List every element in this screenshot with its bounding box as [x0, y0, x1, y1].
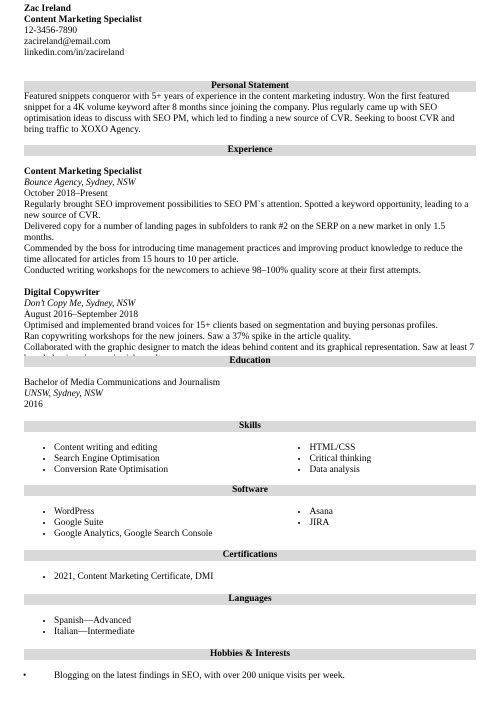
hobbies-section [24, 649, 476, 682]
graduation-year: 2016 [24, 400, 43, 410]
job-line: Commended by the boss for introducing time management practices and improving product knowledge to reduce the time allocated for articles from 15 hours to 10 per article. [24, 244, 463, 265]
candidate-name: Zac Ireland [24, 4, 71, 14]
section-heading-certifications: Certifications [24, 550, 476, 561]
contact-header [24, 4, 476, 59]
job-line: Regularly brought SEO improvement possibilities to SEO PM`s attention. Spotted a keyword opportunity, leading to a new source of CVR. [24, 200, 469, 221]
list-item: • 2021, Content Marketing Certificate, DMI [54, 572, 476, 583]
skills-section [24, 421, 476, 476]
list-item: • Google Suite [54, 518, 279, 529]
job-title: Content Marketing Specialist [24, 167, 142, 177]
section-heading-education: Education [24, 356, 476, 367]
list-item: • Asana [309, 507, 476, 518]
job-dates: October 2018–Present [24, 189, 108, 199]
skills-list-left [24, 443, 279, 476]
section-heading-software: Software [24, 485, 476, 496]
job-line: Delivered copy for a number of landing pages in subfolders to rank #2 on the SERP on a new market in only 1.5 months. [24, 222, 446, 243]
section-heading-skills: Skills [24, 421, 476, 432]
skills-list-right [279, 443, 476, 476]
degree-name: Bachelor of Media Communications and Journalism [24, 378, 221, 388]
languages-list [24, 616, 476, 638]
job-entry [24, 167, 476, 277]
list-item: • WordPress [54, 507, 279, 518]
job-company: Don’t Copy Me, Sydney, NSW [24, 299, 136, 309]
list-item: • Data analysis [309, 465, 476, 476]
job-company: Bounce Agency, Sydney, NSW [24, 178, 136, 188]
list-item: • Spanish—Advanced [54, 616, 476, 627]
software-section [24, 485, 476, 540]
list-item: • Critical thinking [309, 454, 476, 465]
job-entry [24, 288, 476, 365]
education-section [24, 356, 476, 411]
list-item: • Italian—Intermediate [54, 627, 476, 638]
list-item: • Conversion Rate Optimisation [54, 465, 279, 476]
school-name: UNSW, Sydney, NSW [24, 389, 103, 399]
languages-section [24, 594, 476, 638]
experience-section [24, 145, 476, 365]
list-item: • Content writing and editing [54, 443, 279, 454]
list-item: • HTML/CSS [309, 443, 476, 454]
linkedin-url: linkedin.com/in/zacireland [24, 48, 125, 58]
job-title: Digital Copywriter [24, 288, 100, 298]
certifications-list [24, 572, 476, 583]
email-address: zacireland@email.com [24, 37, 111, 47]
certifications-section [24, 550, 476, 583]
software-list-left [24, 507, 279, 540]
job-dates: August 2016–September 2018 [24, 310, 139, 320]
section-heading-hobbies: Hobbies & Interests [24, 649, 476, 660]
job-line: Conducted writing workshops for the newcomers to achieve 98–100% quality score at their first attempts. [24, 266, 422, 276]
job-line: Collaborated with the graphic designer to match the ideas behind content and its graphical representation. Saw at least 7 [24, 343, 475, 353]
phone-number: 12-3456-7890 [24, 26, 78, 36]
personal-statement-section [24, 81, 476, 136]
list-item: • JIRA [309, 518, 476, 529]
list-item: • Blogging on the latest findings in SEO, with over 200 unique visits per week. [24, 671, 476, 682]
job-line: Ran copywriting workshops for the new joiners. Saw a 37% spike in the article quality. [24, 332, 351, 342]
section-heading-experience: Experience [24, 145, 476, 156]
job-line: Optimised and implemented brand voices for 15+ clients based on segmentation and buying personas profiles. [24, 321, 438, 331]
personal-statement-text: Featured snippets conqueror with 5+ years of experience in the content marketing industry. Won the first featured snippet for a 4K volume keyword after 8 months since joining the company. Plus regularly came up with SEO optimisation ideas to discuss with SEO PM, which led to finding a new source of CVR. Seeking to boost CVR and bring traffic to XOXO Agency. [24, 92, 455, 135]
candidate-title: Content Marketing Specialist [24, 15, 142, 25]
list-item: • Search Engine Optimisation [54, 454, 279, 465]
section-heading-personal-statement: Personal Statement [24, 81, 476, 92]
software-list-right [279, 507, 476, 540]
list-item: • Google Analytics, Google Search Console [54, 529, 279, 540]
section-heading-languages: Languages [24, 594, 476, 605]
hobbies-list [24, 671, 476, 682]
